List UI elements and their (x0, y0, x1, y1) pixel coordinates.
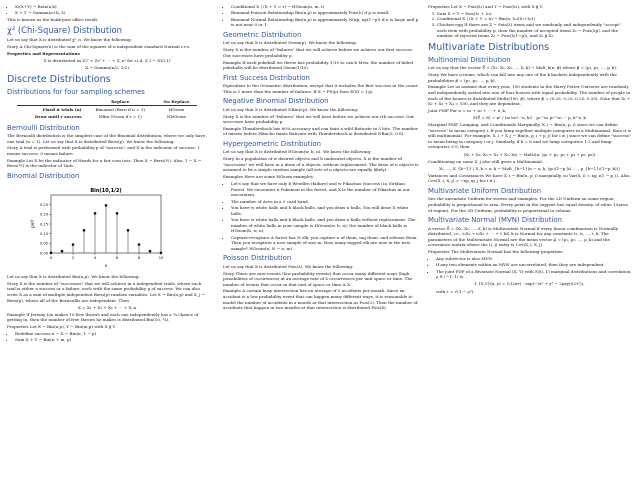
bernoulli-intro: The Bernoulli distribution is the simplest case of the Binomial distribution, where we only have one trial (n = 1). Let us say that X is distributed Bern(p). We know the following: (7, 133, 206, 144)
table-row (17, 106, 197, 114)
list-item: 2. Conditional X | (X + Y = n) ~ Bin(n, λ₁/(λ₁+λ₂)) (437, 16, 631, 22)
list-item: • Binomial-Normal Relationship Bin(n,p) is approximately N(np, np(1−p)) if n is large and p is not near 0 or 1. (231, 17, 419, 28)
bernoulli-heading: Bernoulli Distribution (7, 123, 80, 132)
multinomial-intro: Let us say that the vector X⃗ = (X₁, X₂, X₃, ..., X_k) ~ Mult_k(n, p⃗) where p⃗ = (p₁, p₂, ..., p_k). (428, 65, 618, 71)
chi-square-props-heading: Properties and Representations (7, 50, 80, 56)
list-item: • Capture-recapture A forest has N elk, you capture n of them, tag them, and release them. Then you recapture a new sample of size m. How many tagged elk are now in the new sample? HGeom(n, N − n, m) (231, 235, 419, 252)
geometric-heading: Geometric Distribution (223, 30, 302, 39)
chi-square-heading: χ² (Chi-Square) Distribution (7, 25, 122, 36)
multinomial-story: Story We have n items, which can fall into any one of the k buckets independently with the probabilities p⃗ = (p₁, p₂, ..., p_k). (428, 71, 617, 83)
column-right (428, 4, 631, 295)
list-item: 1. Sum X + Y ~ Pois(λ₁ + λ₂) (437, 11, 631, 17)
poisson-story: Story There are rare events (low probability events) that occur many different ways (high possibilities of occurences) at an average rate of λ occurrences per unit space or time. The number of events that occur in that unit of space or time is X. (223, 270, 413, 287)
binomial-pmf-chart (29, 183, 169, 269)
column-middle (223, 4, 419, 312)
list-item: • If any two elements within an MVN are uncorrelated, then they are independent. (436, 262, 631, 268)
bernoulli-example: Example Let X be the indicator of Heads for a fair coin toss. Then X ~ Bern(½). Also, 1 − X ~ Bern(½) is the indicator of Tails. (7, 157, 202, 169)
list-item: • The number of Aces in a 5 card hand. (231, 199, 419, 205)
list-item: • Redefine success n − X ~ Bin(n, 1 − p) (15, 331, 207, 337)
chi-square-definition: Let us say that X is distributed χ²_n. We know the following: (7, 37, 132, 43)
list-item: • X/(X+Y) ~ Beta(a,b) (15, 4, 207, 10)
negative-binomial-story: Story X is the number of "failures" that we will have before we achieve our rth success. Our successes have probability p. (223, 113, 415, 125)
chi-square-gamma: X ~ Gamma(n/2, 1/2) (85, 65, 129, 71)
pmf-point (127, 229, 130, 232)
multinomial-conditioning-intro: Conditioning on some X_j also still gives a Multinomial: (428, 158, 544, 164)
x-tick-label: 10 (158, 256, 164, 261)
multinomial-lumping: (X₁ + X₂, X₃ + X₄ + X₅, X₆) ~ Mult₃(n, (p₁ + p₂, p₃ + p₄ + p₅, p₆)) (463, 151, 596, 157)
pmf-point (149, 250, 152, 253)
hypergeometric-intro: Let us say that X is distributed HGeom(w, b, n). We know the following: (223, 149, 372, 155)
multinomial-marginal: Marginal PMF, Lumping, and Conditionals Marginally, X_i ~ Bin(n, p_i) since we can define "success" to mean category i. If you lump together multiple categories in a Multinomial, then it is still multinomial. For example, X_i + X_j ~ Bin(n, p_i + p_j) for i ≠ j since we can define "success" to mean being in category i or j. Similarly, if k = 6 and we lump categories 1-2 and lump categories 3-5, then (428, 122, 631, 150)
list-item: • Conditional X | (X + Y = r) ~ HGeom(n, m, r) (231, 4, 419, 10)
table-header-cell: No Replace (156, 98, 197, 106)
pmf-point (61, 250, 64, 253)
negative-binomial-example: Example Thundershock has 60% accuracy and can faint a wild Raticate in 3 hits. The number of misses before Pikachu faints Raticate with Thundershock is distributed NBin(3, 0.6). (223, 125, 418, 137)
hypergeometric-examples-heading: Examples Here are some HGeom examples. (223, 174, 315, 180)
multinomial-conditional: X₁, ..., X_{k−1} | X_k = n_k ~ Mult_{k−1}(n − n_k, (p₁/(1−p_k), ..., p_{k−1}/(1−p_k))) (439, 165, 620, 171)
pmf-point (83, 229, 86, 232)
sampling-schemes-table (17, 98, 197, 121)
multinomial-joint-heading: Joint PMF For n = n₁ + n₂ + ··· + n_k, (428, 107, 507, 113)
y-tick-label: 0.05 (39, 242, 48, 247)
bivariate-normal-tau: with τ = √(1 − ρ²). (436, 288, 475, 294)
list-item: • Sum X + Y ~ Bin(n + m, p) (15, 337, 207, 343)
poisson-heading: Poisson Distribution (223, 254, 292, 263)
x-tick-label: 4 (93, 256, 97, 261)
pmf-point (50, 252, 53, 255)
list-item: • The joint PDF of a Bivariate Normal (X, Y) with N(0, 1) marginal distributions and correlation ρ ∈ (−1, 1) is (436, 269, 631, 280)
binomial-story: Story X is the number of "successes" that we will achieve in n independent trials, where each trial is either a success or a failure, each with the same probability p of success. We can also write X as a sum of multiple independent Bern(p) random variables. Let X ~ Bin(n,p) and X_j ~ Bern(p), where all of the Bernoullis are independent. Then (7, 280, 205, 303)
y-tick-label: 0.20 (39, 213, 48, 218)
multivariate-uniform-heading: Multivariate Uniform Distribution (428, 187, 542, 195)
first-success-text: Equivalent to the Geometric distribution, except that it includes the first success in the count. This is 1 more than the number of failures. If X ~ FS(p) then E(X) = 1/p. (223, 83, 419, 94)
y-tick-label: 0.10 (39, 232, 48, 237)
geometric-story: Story X is the number of "failures" that we will achieve before we achieve our first success. Our successes have probability p. (223, 47, 414, 58)
poisson-example: Example A certain busy intersection has an average of 2 accidents per month. Since an accident is a low probability event that can happen many different ways, it is reasonable to model the number of accidents in a month at that intersection as Pois(2). Then the number of accidents that happen in two months at that intersection is distributed Pois(4). (223, 288, 418, 311)
table-header-cell: Replace (85, 98, 156, 106)
poisson-intro: Let us say that X is distributed Pois(λ). We know the following: (223, 263, 354, 269)
list-item: • X + Y ~ Gamma(a+b, λ) (15, 10, 207, 16)
table-cell: NBin (Geom if r = 1) (98, 114, 142, 120)
pmf-point (72, 244, 75, 247)
y-axis-label: pmf (30, 220, 35, 229)
table-row (17, 114, 197, 121)
pmf-point (116, 212, 119, 215)
poisson-props-list (428, 11, 631, 39)
y-tick-label: 0.15 (39, 222, 48, 227)
sampling-schemes-heading: Distributions for four sampling schemes (7, 87, 145, 96)
multivariate-heading: Multivariate Distributions (428, 41, 550, 53)
poisson-props-heading: Properties Let X ~ Pois(λ₁) and Y ~ Pois(λ₂), with X ⫫ Y. (428, 4, 544, 9)
table-cell: Binomial (Bern if n = 1) (95, 107, 146, 113)
negative-binomial-intro: Let us say that X is distributed NBin(r,p). We know the following: (223, 106, 359, 112)
geometric-example: Example If each pokeball we throw has probability 1/10 to catch Mew, the number of failed pokeballs will be distributed Geom(1/10). (223, 59, 414, 71)
list-item: • Let's say that we have only b Weedles (failure) and w Pikachus (success) in Viridian Forest. We encounter n Pokemon in the forest, and X is the number of Pikachus in our encounters. (231, 181, 419, 198)
binomial-sum-equation: X = X₁ + X₂ + X₃ + ··· + X_n (77, 304, 137, 310)
multinomial-pmf: P(X⃗ = n⃗) = n! / (n₁!n₂!···n_k!) · p₁^n₁ p₂^n₂ ··· p_k^n_k (473, 114, 586, 120)
bivariate-normal-pdf: f_{X,Y}(x, y) = 1/(2πτ) · exp(−(x² + y² − 2ρxy)/(2τ²)), (474, 281, 585, 287)
negative-binomial-heading: Negative Binomial Distribution (223, 97, 329, 106)
table-header-cell (17, 98, 85, 106)
binomial-example: Example If Jeremy Lin makes 10 free throws and each one independently has a ¾ chance of getting in, then the number of free throws he makes is distributed Bin(10, ¾). (7, 311, 199, 323)
multinomial-variances: Variances and Covariances We have X_i ~ Bin(n, p_i) marginally, so Var(X_i) = np_i(1 − p_i). Also, Cov(X_i, X_j) = −np_ip_j for i ≠ j. (428, 172, 631, 184)
pmf-point (105, 205, 108, 208)
table-cell: HGeom (168, 107, 185, 113)
table-cell: NHGeom (166, 114, 187, 120)
list-item: • Binomial-Poisson Relationship Bin(n,p) is approximately Pois(λ) if p is small. (231, 10, 419, 16)
list-item: • You have w white balls and b black balls, and you draw n balls. You will draw X white balls. (231, 205, 419, 216)
binomial-props-heading: Properties Let X ~ Bin(n,p), Y ~ Bin(m,p) with X ⫫ Y. (7, 324, 116, 330)
y-tick-label: 0.25 (39, 203, 48, 208)
binomial-relations-list (223, 4, 419, 28)
x-axis-label: x (104, 263, 108, 269)
pmf-point (138, 244, 141, 247)
bernoulli-story: Story A trial is performed with probability p of "success", and X is the indicator of success: 1 means success, 0 means failure. (7, 145, 200, 157)
discrete-heading: Discrete Distributions (7, 73, 111, 85)
list-item: • Any subvector is also MVN. (436, 256, 631, 262)
mvn-props-heading: Properties The Multivariate Normal has the following properties. (428, 249, 564, 255)
binomial-intro: Let us say that X is distributed Bin(n,p). We know the following: (7, 274, 140, 280)
multivariate-uniform-text: See the univariate Uniform for stories and examples. For the 2D Uniform on some region, probability is proportional to area. Every point in the support has equal density, of value 1/(area of region). For the 3D Uniform, probability is proportional to volume. (428, 196, 628, 213)
table-cell: Fixed # trials (n) (42, 107, 82, 113)
hypergeometric-examples-list (223, 181, 419, 251)
mvn-heading: Multivariate Normal (MVN) Distribution (428, 216, 562, 225)
binomial-props-list (7, 331, 207, 343)
list-item: 3. Chicken-egg If there are Z ~ Pois(λ) items and we randomly and independently "accept" each item with probability p, then the number of accepted items Z₁ ~ Pois(λp), and the number of rejected items Z₂ ~ Pois(λ(1−p)), and Z₁ ⫫ Z₂. (437, 22, 631, 39)
x-tick-label: 0 (49, 256, 53, 261)
multinomial-example: Example Let us assume that every year, 100 students in the Harry Potter Universe are randomly and independently sorted into one of four houses with equal probability. The number of people in each of the houses is distributed Mult₄(100, p⃗), where p⃗ = (0.25, 0.25, 0.25, 0.25). Note that X₁ + X₂ + X₃ + X₄ = 100, and they are dependent. (428, 84, 631, 107)
chi-square-story: Story A Chi-Square(n) is the sum of the squares of n independent standard Normal r.v.s. (7, 44, 191, 50)
geometric-intro: Let us say that X is distributed Geom(p). We know the following: (223, 40, 358, 46)
chart-title: Bin(10,1/2) (90, 188, 122, 195)
column-left (7, 4, 207, 344)
bank-post-office-note: This is known as the bank-post office result. (7, 16, 99, 22)
mvn-definition: A vector X⃗ = (X₁, X₂, ..., X_k) is Multivariate Normal if every linear combination is Normally distributed, i.e., t₁X₁ + t₂X₂ + ··· + t_kX_k is Normal for any constants t₁, t₂, ..., t_k. The parameters of the Multivariate Normal are the mean vector μ⃗ = (μ₁, μ₂, ..., μ_k) and the covariance matrix where the (i, j) entry is Cov(X_i, X_j). (428, 225, 619, 248)
binomial-heading: Binomial Distribution (7, 172, 80, 181)
table-header-row (17, 98, 197, 106)
hypergeometric-heading: Hypergeometric Distribution (223, 140, 321, 149)
pmf-point (160, 252, 163, 255)
pmf-point (94, 212, 97, 215)
x-tick-label: 8 (137, 256, 141, 261)
x-tick-label: 6 (115, 256, 119, 261)
hypergeometric-story: Story In a population of w desired objects and b undesired objects, X is the number of "successes" we will have in a draw of n objects, without replacement. The draw of n objects is assumed to be a simple random sample (all sets of n objects are equally likely). (223, 156, 419, 173)
chi-square-representation: X is distributed as Z₁² + Z₂² + ··· + Z_n² for i.i.d. Z_i ~ N(0,1) (43, 58, 171, 64)
multinomial-heading: Multinomial Distribution (428, 55, 511, 64)
y-tick-label: 0.00 (39, 251, 48, 256)
gamma-beta-list (7, 4, 207, 16)
table-cell: Draw until r success (34, 114, 82, 120)
x-tick-label: 2 (71, 256, 75, 261)
mvn-props-list (428, 256, 631, 280)
list-item: • You have w white balls and b black balls, and you draw n balls without replacement. The number of white balls in your sample is HGeom(w, b, n); the number of black balls is HGeom(b, w, n). (231, 217, 419, 234)
first-success-heading: First Success Distribution (223, 73, 310, 82)
